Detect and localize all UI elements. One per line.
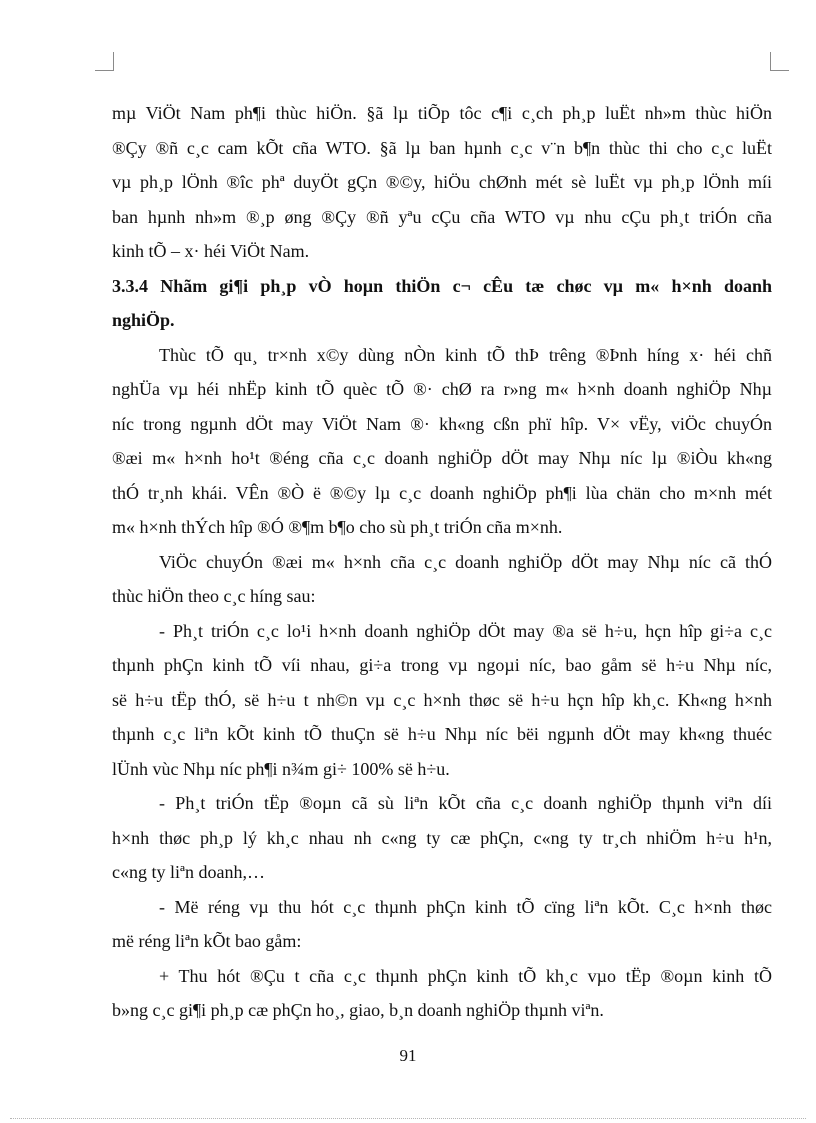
list-item-line: thµnh phÇn kinh tÕ víi nhau, gi÷a trong vµ ngoµi níc, bao gåm së h÷u Nhµ níc, <box>112 655 772 675</box>
list-item-line: - Më réng vµ thu hót c¸c thµnh phÇn kinh tÕ cïng liªn kÕt. C¸c h×nh thøc <box>159 896 772 917</box>
paragraph-line: nghÜa vµ héi nhËp kinh tÕ quèc tÕ ®· chØ ra r»ng m« h×nh doanh nghiÖp Nhµ <box>112 379 772 399</box>
list-item-line: h×nh thøc ph¸p lý kh¸c nhau nh c«ng ty cæ phÇn, c«ng ty tr¸ch nhiÖm h÷u h¹n, <box>112 827 772 848</box>
paragraph-line: thùc hiÖn theo c¸c híng sau: <box>112 586 316 606</box>
list-item-line: më réng liªn kÕt bao gåm: <box>112 931 302 951</box>
paragraph-line: níc trong ngµnh dÖt may ViÖt Nam ®· kh«ng cßn phï hîp. V× vËy, viÖc chuyÓn <box>112 413 772 434</box>
list-item-line: b»ng c¸c gi¶i ph¸p cæ phÇn ho¸, giao, b¸n doanh nghiÖp thµnh viªn. <box>112 1000 604 1020</box>
paragraph-line: mµ ViÖt Nam ph¶i thùc hiÖn. §ã lµ tiÕp tôc c¶i c¸ch ph¸p luËt nh»m thùc hiÖn <box>112 103 772 123</box>
body-text <box>112 96 772 1028</box>
paragraph-line: ®Çy ®ñ c¸c cam kÕt cña WTO. §ã lµ ban hµnh c¸c v¨n b¶n thùc thi cho c¸c luËt <box>112 137 772 158</box>
paragraph-line: ®æi m« h×nh ho¹t ®éng cña c¸c doanh nghiÖp dÖt may Nhµ níc lµ ®iÒu kh«ng <box>112 448 772 468</box>
list-item-line: lÜnh vùc Nhµ níc ph¶i n¾m gi÷ 100% së h÷u. <box>112 758 450 779</box>
list-item-line: + Thu hót ®Çu t cña c¸c thµnh phÇn kinh tÕ kh¸c vµo tËp ®oµn kinh tÕ <box>159 965 772 986</box>
paragraph-line: ViÖc chuyÓn ®æi m« h×nh cña c¸c doanh nghiÖp dÖt may Nhµ níc cã thÓ <box>159 551 772 572</box>
crop-mark-top-right <box>770 52 789 71</box>
paragraph-line: ban hµnh nh»m ®¸p øng ®Çy ®ñ yªu cÇu cña WTO vµ nhu cÇu ph¸t triÓn cña <box>112 206 772 227</box>
section-heading: 3.3.4 Nhãm gi¶i ph¸p vÒ hoµn thiÖn c¬ cÊu tæ chøc vµ m« h×nh doanh <box>112 275 772 296</box>
crop-mark-top-left <box>95 52 114 71</box>
paragraph-line: vµ ph¸p lÖnh ®îc phª duyÖt gÇn ®©y, hiÖu chØnh mét sè luËt vµ ph¸p lÖnh míi <box>112 172 772 192</box>
list-item-line: së h÷u tËp thÓ, së h÷u t nh©n vµ c¸c h×nh thøc së h÷u hçn hîp kh¸c. Kh«ng h×nh <box>112 689 772 710</box>
list-item-line: thµnh c¸c liªn kÕt kinh tÕ thuÇn së h÷u Nhµ níc bëi ngµnh dÖt may kh«ng thuéc <box>112 724 772 744</box>
list-item-line: c«ng ty liªn doanh,… <box>112 862 265 882</box>
page-bottom-divider <box>10 1118 806 1119</box>
paragraph-line: Thùc tÕ qu¸ tr×nh x©y dùng nÒn kinh tÕ thÞ trêng ®Þnh híng x· héi chñ <box>159 344 772 365</box>
list-item-line: - Ph¸t triÓn c¸c lo¹i h×nh doanh nghiÖp dÖt may ®a së h÷u, hçn hîp gi÷a c¸c <box>159 620 772 641</box>
paragraph-line: m« h×nh thÝch hîp ®Ó ®¶m b¶o cho sù ph¸t triÓn cña m×nh. <box>112 517 563 537</box>
paragraph-line: kinh tÕ – x· héi ViÖt Nam. <box>112 241 310 261</box>
paragraph-line: thÓ tr¸nh khái. VÊn ®Ò ë ®©y lµ c¸c doanh nghiÖp ph¶i lùa chän cho m×nh mét <box>112 482 772 503</box>
page-number: 91 <box>399 1046 417 1065</box>
section-heading: nghiÖp. <box>112 310 175 330</box>
list-item-line: - Ph¸t triÓn tËp ®oµn cã sù liªn kÕt cña c¸c doanh nghiÖp thµnh viªn díi <box>159 793 772 813</box>
